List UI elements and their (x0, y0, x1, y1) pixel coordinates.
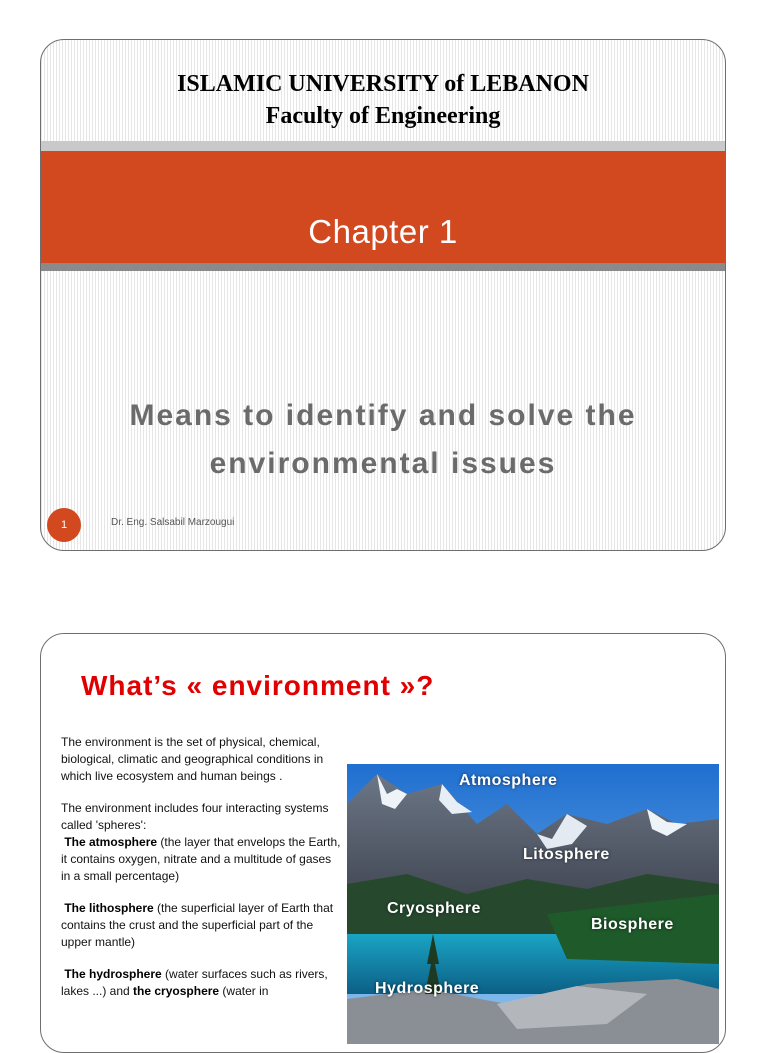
hydrosphere-desc: (water surfaces such as rivers, lakes ...) and (61, 967, 328, 998)
band-bottom-stripe (41, 263, 725, 271)
title-slide (40, 39, 726, 551)
band-top-stripe (41, 141, 725, 151)
label-atmosphere: Atmosphere (459, 772, 558, 789)
label-hydrosphere: Hydrosphere (375, 980, 480, 997)
author-name: Dr. Eng. Salsabil Marzougui (111, 517, 235, 528)
environment-photo (347, 764, 719, 1044)
spheres-intro-paragraph: The environment includes four interacting systems called 'spheres': (61, 801, 329, 832)
atmosphere-desc: (the layer that envelops the Earth, it contains oxygen, nitrate and a multitude of gases in a small percentage) (61, 835, 341, 883)
atmosphere-paragraph (61, 834, 343, 885)
cryosphere-desc: (water in (219, 984, 269, 998)
label-biosphere: Biosphere (591, 916, 674, 933)
cryosphere-term: the cryosphere (133, 984, 220, 998)
label-litosphere: Litosphere (523, 846, 610, 863)
chapter-heading: Chapter 1 (308, 213, 458, 250)
hydrosphere-paragraph (61, 966, 343, 1000)
body-text (61, 734, 343, 1015)
lithosphere-desc: (the superficial layer of Earth that contains the crust and the superficial part of the upper mantle) (61, 901, 334, 949)
content-slide (40, 633, 726, 1053)
hydrosphere-term: The hydrosphere (64, 967, 162, 981)
lithosphere-paragraph (61, 900, 343, 951)
page-number-badge: 1 (47, 508, 81, 542)
slide-title: What’s « environment »? (81, 670, 435, 701)
atmosphere-term: The atmosphere (64, 835, 158, 849)
intro-paragraph: The environment is the set of physical, chemical, biological, climatic and geographical conditions in which live ecosystem and human beings . (61, 735, 324, 783)
lithosphere-term: The lithosphere (64, 901, 154, 915)
slide-subtitle: Means to identify and solve the environmental issues (129, 399, 637, 480)
university-title: ISLAMIC UNIVERSITY of LEBANON (177, 71, 589, 97)
faculty-title: Faculty of Engineering (265, 103, 501, 129)
label-cryosphere: Cryosphere (387, 900, 481, 917)
